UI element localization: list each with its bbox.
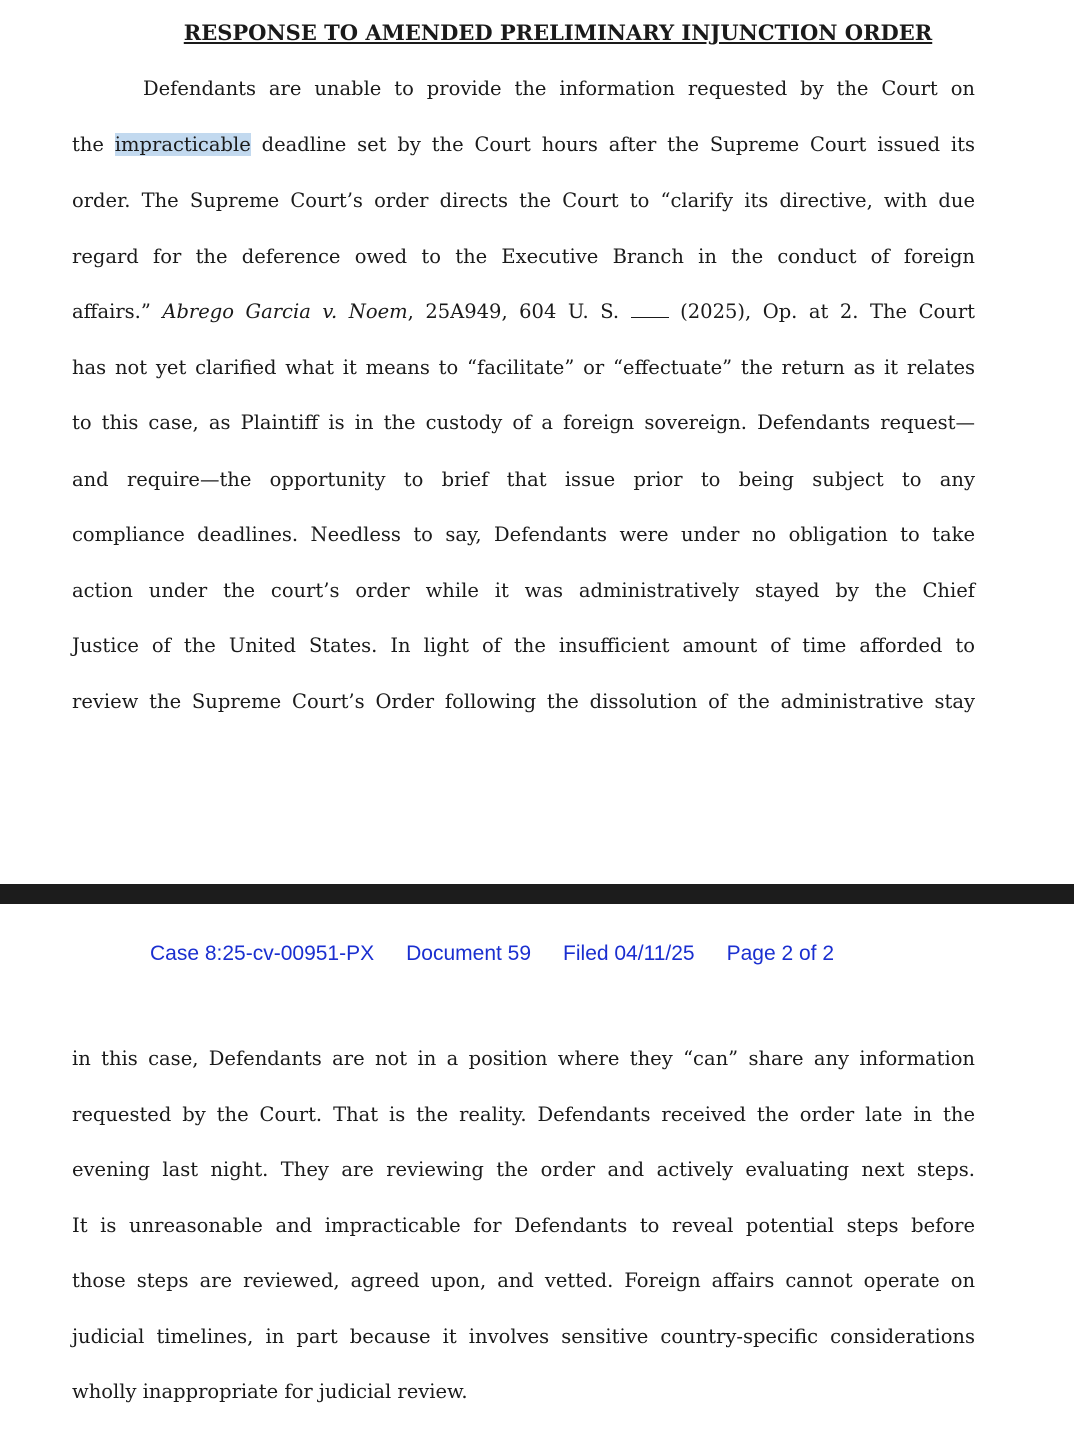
text-fragment: affairs.”	[72, 300, 163, 323]
body-line: and require—the opportunity to brief that issue prior to being subject to any	[72, 468, 975, 491]
body-line: action under the court’s order while it was administratively stayed by the Chief	[72, 579, 975, 602]
body-line: has not yet clarified what it means to “facilitate” or “effectuate” the return as it relates	[72, 356, 975, 379]
body-line: to this case, as Plaintiff is in the custody of a foreign sovereign. Defendants request—	[72, 411, 975, 434]
body-line: Justice of the United States. In light of the insufficient amount of time afforded to	[72, 634, 975, 657]
body-line: regard for the deference owed to the Executive Branch in the conduct of foreign	[72, 245, 975, 268]
body-line: those steps are reviewed, agreed upon, and vetted. Foreign affairs cannot operate on	[72, 1269, 975, 1292]
page-number: Page 2 of 2	[726, 942, 834, 965]
body-line-with-highlight	[72, 131, 975, 159]
text-fragment: (2025), Op. at 2. The Court	[668, 300, 975, 323]
text-fragment: , 25A949, 604 U. S.	[407, 300, 631, 323]
body-line: review the Supreme Court’s Order following the dissolution of the administrative stay	[72, 690, 975, 713]
body-line: judicial timelines, in part because it involves sensitive country-specific considerations	[72, 1325, 975, 1348]
text-fragment: the	[72, 133, 115, 156]
body-line: It is unreasonable and impracticable for Defendants to reveal potential steps before	[72, 1214, 975, 1237]
body-line: wholly inappropriate for judicial review.	[72, 1380, 468, 1403]
court-filing-header	[150, 942, 834, 966]
text-fragment: deadline set by the Court hours after the Supreme Court issued its	[250, 133, 975, 156]
body-line: in this case, Defendants are not in a position where they “can” share any information	[72, 1047, 975, 1070]
page-separator	[0, 884, 1074, 904]
body-line: compliance deadlines. Needless to say, Defendants were under no obligation to take	[72, 523, 975, 546]
filed-date: Filed 04/11/25	[563, 942, 695, 965]
selected-word-highlight[interactable]: impracticable	[114, 133, 251, 156]
body-line: order. The Supreme Court’s order directs the Court to “clarify its directive, with due	[72, 189, 975, 212]
citation-blank-line	[631, 301, 669, 318]
document-number: Document 59	[406, 942, 532, 965]
body-line-with-citation	[72, 298, 975, 326]
case-citation: Abrego Garcia v. Noem	[162, 300, 408, 323]
case-number: Case 8:25-cv-00951-PX	[150, 942, 375, 965]
body-line: Defendants are unable to provide the information requested by the Court on	[143, 77, 975, 100]
document-title: RESPONSE TO AMENDED PRELIMINARY INJUNCTION ORDER	[183, 20, 933, 45]
body-line: evening last night. They are reviewing the order and actively evaluating next steps.	[72, 1158, 975, 1181]
body-line: requested by the Court. That is the reality. Defendants received the order late in the	[72, 1103, 975, 1126]
